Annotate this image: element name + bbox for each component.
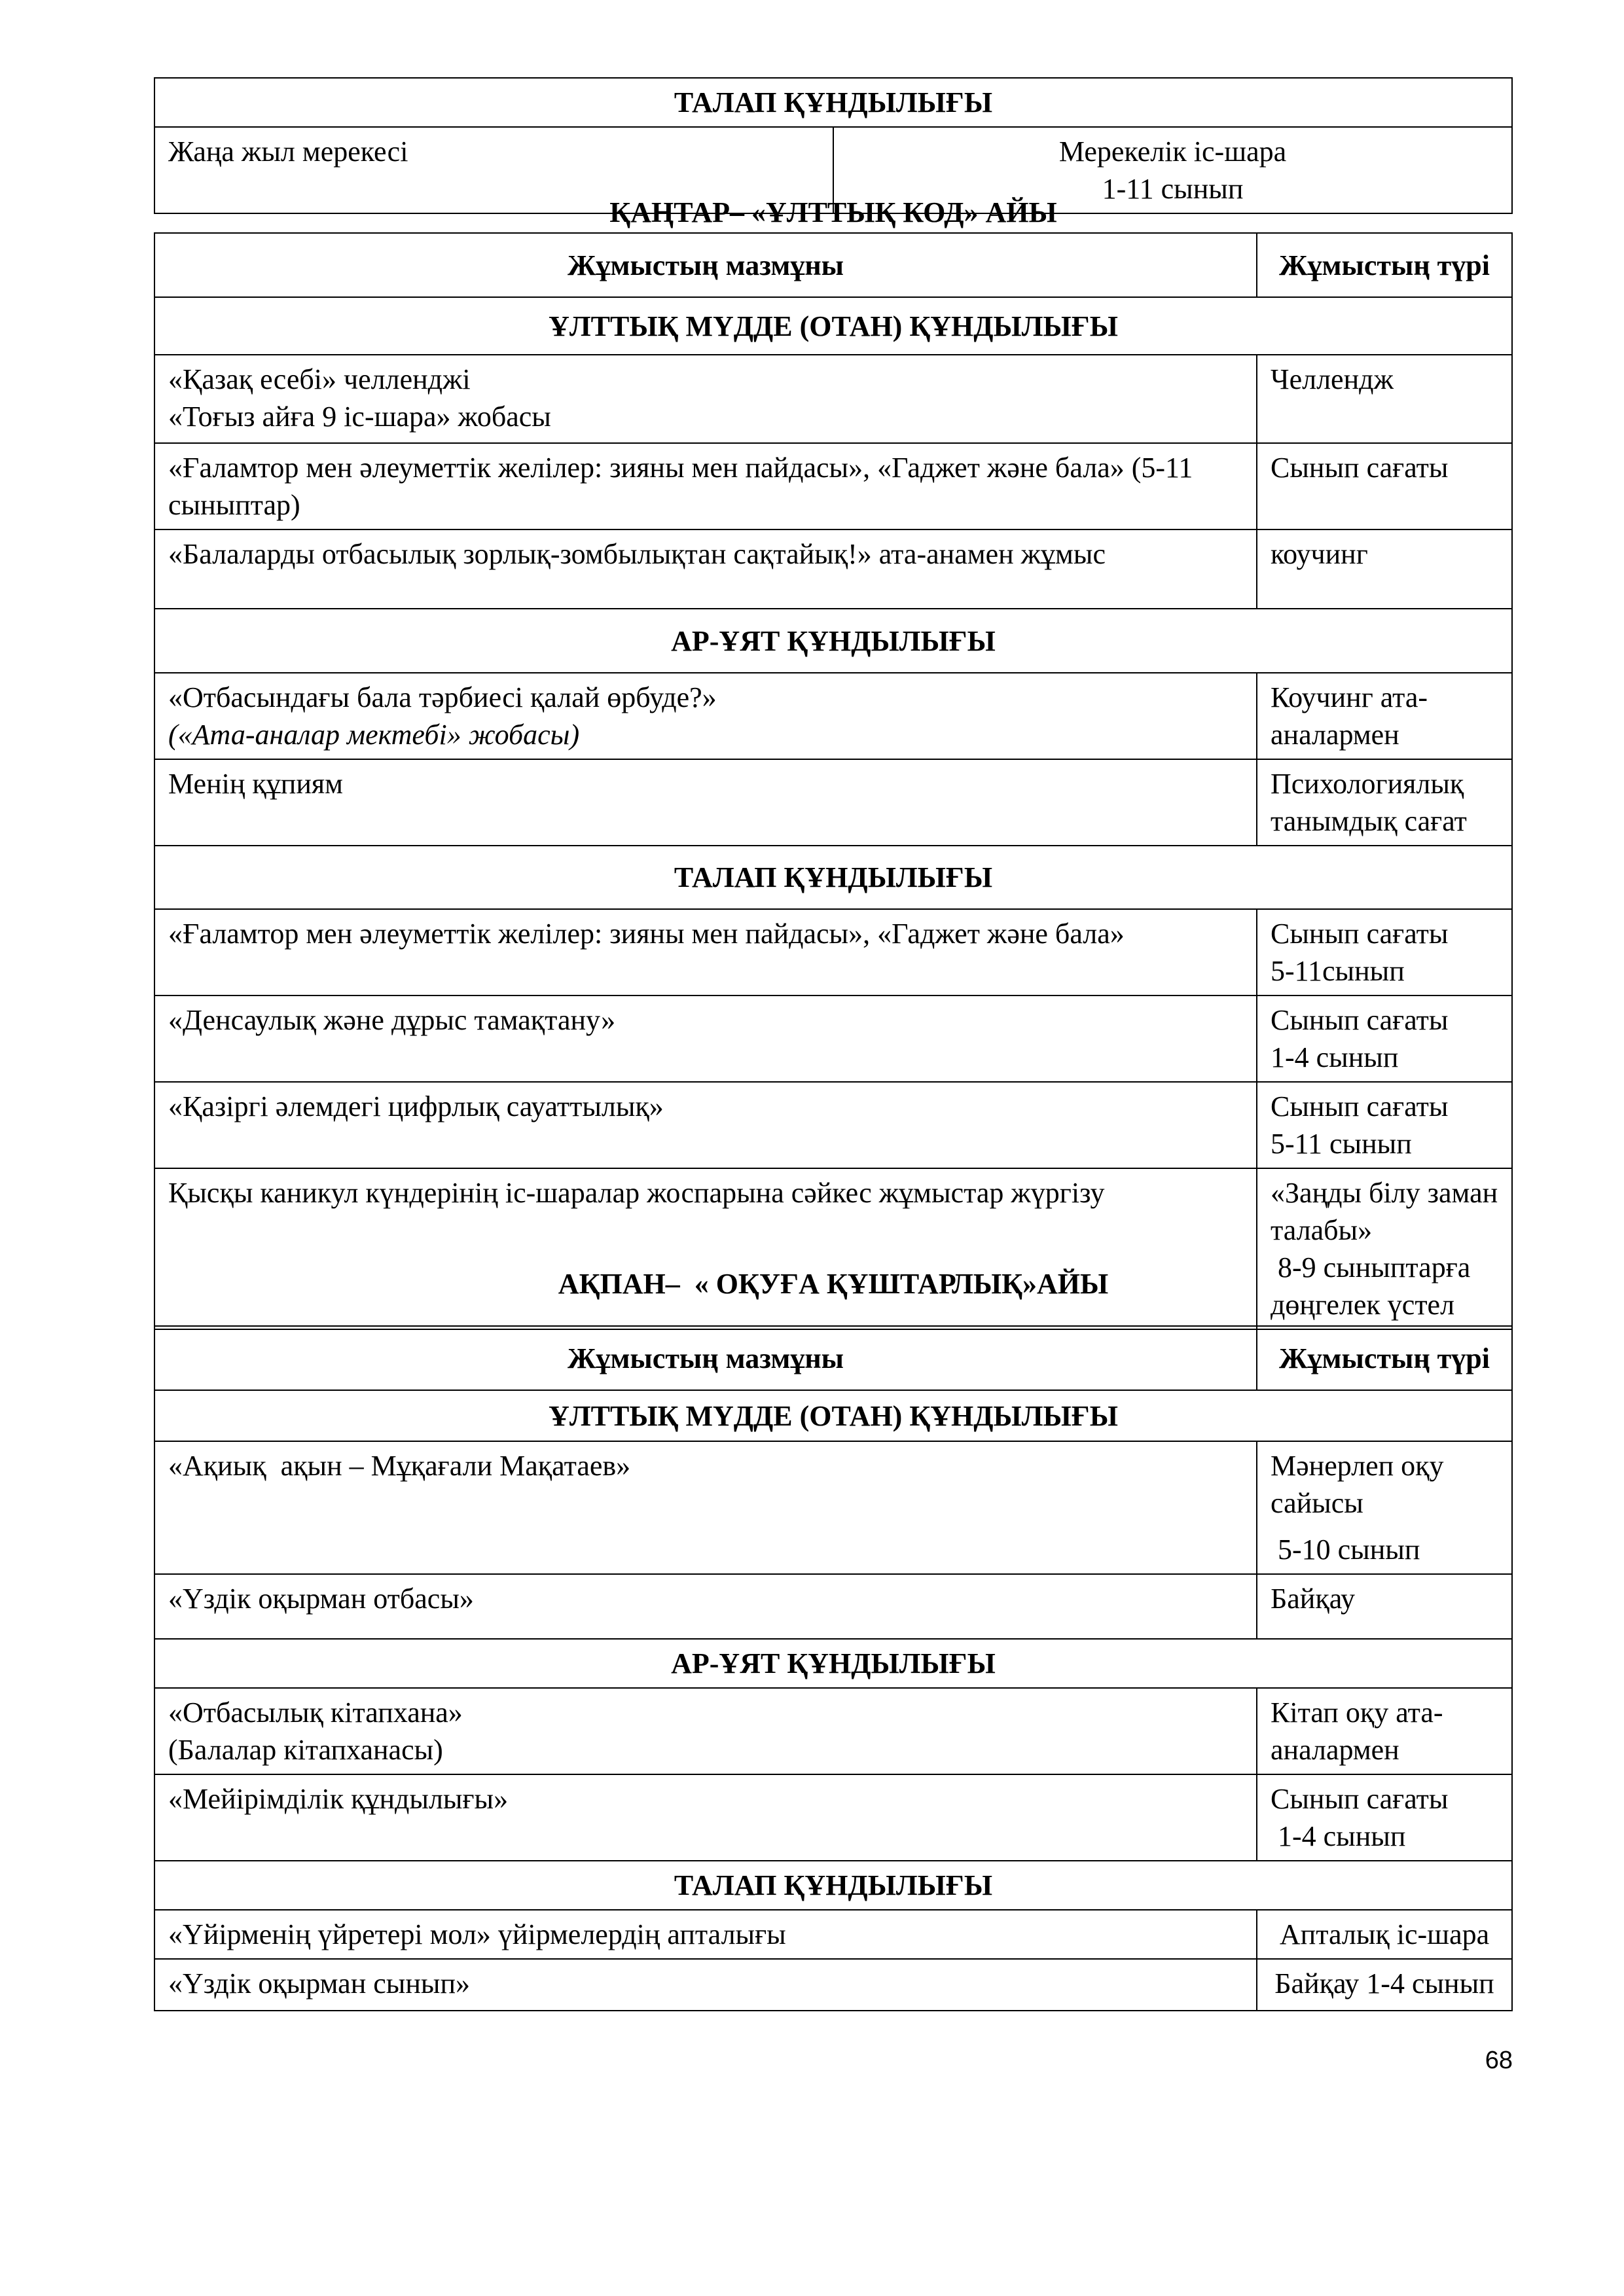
cell-content: «Үздік оқырман сынып» xyxy=(154,1959,1257,2011)
cell-line: Сынып сағаты xyxy=(1271,918,1449,950)
cell-type: коучинг xyxy=(1257,529,1512,609)
cell-line: «Заңды білу заман xyxy=(1271,1177,1498,1209)
cell-type xyxy=(1257,909,1512,996)
column-header-content: Жұмыстың мазмұны xyxy=(154,233,1257,297)
section-header-aruyat: АР-ҰЯТ ҚҰНДЫЛЫҒЫ xyxy=(154,609,1512,673)
cell-type xyxy=(1257,1082,1512,1168)
cell-line: 5-11сынып xyxy=(1271,955,1405,987)
cell-content: Менің құпиям xyxy=(154,759,1257,846)
cell-type-line: Мерекелік іс-шара xyxy=(1058,135,1287,168)
cell-content: «Ақиық ақын – Мұқағали Мақатаев» xyxy=(154,1441,1257,1574)
cell-line: Кітап оқу ата- xyxy=(1271,1696,1443,1729)
cell-line: «Қазақ есебі» челленджі xyxy=(168,363,471,395)
cell-line: Сынып сағаты xyxy=(1271,1783,1449,1815)
column-header-type: Жұмыстың түрі xyxy=(1257,1326,1512,1390)
cell-line: дөңгелек үстел xyxy=(1271,1289,1455,1321)
cell-line: «Тоғыз айға 9 іс-шара» жобасы xyxy=(168,401,551,433)
cell-line: 5-11 сынып xyxy=(1271,1128,1412,1160)
cell-type: Байқау 1-4 сынып xyxy=(1257,1959,1512,2011)
cell-line: Мәнерлеп оқу xyxy=(1271,1450,1444,1482)
cell-line: 1-4 сынып xyxy=(1271,1041,1399,1073)
cell-line: «Отбасылық кітапхана» xyxy=(168,1696,463,1729)
cell-type xyxy=(1257,996,1512,1082)
cell-type-line: 1-11 сынып xyxy=(1102,173,1244,205)
cell-type xyxy=(1257,1774,1512,1861)
cell-type: Байқау xyxy=(1257,1574,1512,1639)
cell-content: «Мейірімділік құндылығы» xyxy=(154,1774,1257,1861)
cell-line: Психологиялық xyxy=(1271,768,1464,800)
cell-line: аналармен xyxy=(1271,1734,1399,1766)
cell-content xyxy=(154,1688,1257,1774)
cell-type: Сынып сағаты xyxy=(1257,443,1512,529)
column-header-type: Жұмыстың түрі xyxy=(1257,233,1512,297)
cell-content xyxy=(154,673,1257,759)
cell-content: «Қазіргі әлемдегі цифрлық сауаттылық» xyxy=(154,1082,1257,1168)
cell-line: Сынып сағаты xyxy=(1271,1090,1449,1122)
page-number: 68 xyxy=(1485,2047,1513,2074)
section-header-talap: ТАЛАП ҚҰНДЫЛЫҒЫ xyxy=(154,846,1512,909)
cell-line-italic: («Ата-аналар мектебі» жобасы) xyxy=(168,719,580,751)
cell-content: «Үйірменің үйретері мол» үйірмелердің апталығы xyxy=(154,1910,1257,1959)
cell-line: 5-10 сынып xyxy=(1271,1534,1420,1566)
cell-type xyxy=(1257,1441,1512,1574)
february-table xyxy=(154,1325,1513,2011)
cell-line: сайысы xyxy=(1271,1487,1363,1519)
cell-content: «Үздік оқырман отбасы» xyxy=(154,1574,1257,1639)
cell-type xyxy=(1257,673,1512,759)
cell-content: «Ғаламтор мен әлеуметтік желілер: зияны мен пайдасы», «Гаджет және бала» (5-11 сыныптар) xyxy=(154,443,1257,529)
cell-type xyxy=(1257,1168,1512,1329)
section-header-otan: ҰЛТТЫҚ МҮДДЕ (ОТАН) ҚҰНДЫЛЫҒЫ xyxy=(154,297,1512,355)
column-header-content: Жұмыстың мазмұны xyxy=(154,1326,1257,1390)
cell-line: (Балалар кітапханасы) xyxy=(168,1734,443,1766)
cell-type: Челлендж xyxy=(1257,355,1512,443)
cell-line: «Отбасындағы бала тәрбиесі қалай өрбуде?» xyxy=(168,681,717,713)
section-header-otan: ҰЛТТЫҚ МҮДДЕ (ОТАН) ҚҰНДЫЛЫҒЫ xyxy=(154,1390,1512,1441)
cell-line: Коучинг ата- xyxy=(1271,681,1428,713)
section-header-talap: ТАЛАП ҚҰНДЫЛЫҒЫ xyxy=(154,78,1512,127)
cell-line: аналармен xyxy=(1271,719,1399,751)
cell-content: «Балаларды отбасылық зорлық-зомбылықтан сақтайық!» ата-анамен жұмыс xyxy=(154,529,1257,609)
cell-type xyxy=(1257,759,1512,846)
month-title-february: АҚПАН– « ОҚУҒА ҚҰШТАРЛЫҚ»АЙЫ xyxy=(558,1268,1109,1300)
cell-content: «Денсаулық және дұрыс тамақтану» xyxy=(154,996,1257,1082)
cell-content xyxy=(154,355,1257,443)
cell-line: талабы» xyxy=(1271,1214,1373,1246)
cell-line: 1-4 сынып xyxy=(1271,1820,1406,1852)
section-header-talap: ТАЛАП ҚҰНДЫЛЫҒЫ xyxy=(154,1861,1512,1910)
cell-content: «Ғаламтор мен әлеуметтік желілер: зияны мен пайдасы», «Гаджет және бала» xyxy=(154,909,1257,996)
cell-content: Қысқы каникул күндерінің іс-шаралар жоспарына сәйкес жұмыстар жүргізу xyxy=(154,1168,1257,1329)
cell-line: Сынып сағаты xyxy=(1271,1004,1449,1036)
january-table xyxy=(154,232,1513,1330)
cell-type xyxy=(1257,1688,1512,1774)
cell-line: танымдық сағат xyxy=(1271,805,1467,837)
section-header-aruyat: АР-ҰЯТ ҚҰНДЫЛЫҒЫ xyxy=(154,1639,1512,1688)
cell-type: Апталық іс-шара xyxy=(1257,1910,1512,1959)
cell-line: 8-9 сыныптарға xyxy=(1271,1251,1471,1283)
cell-content: Жаңа жыл мерекесі xyxy=(154,127,833,213)
month-title-january: ҚАҢТАР– «ҰЛТТЫҚ КОД» АЙЫ xyxy=(609,196,1057,228)
